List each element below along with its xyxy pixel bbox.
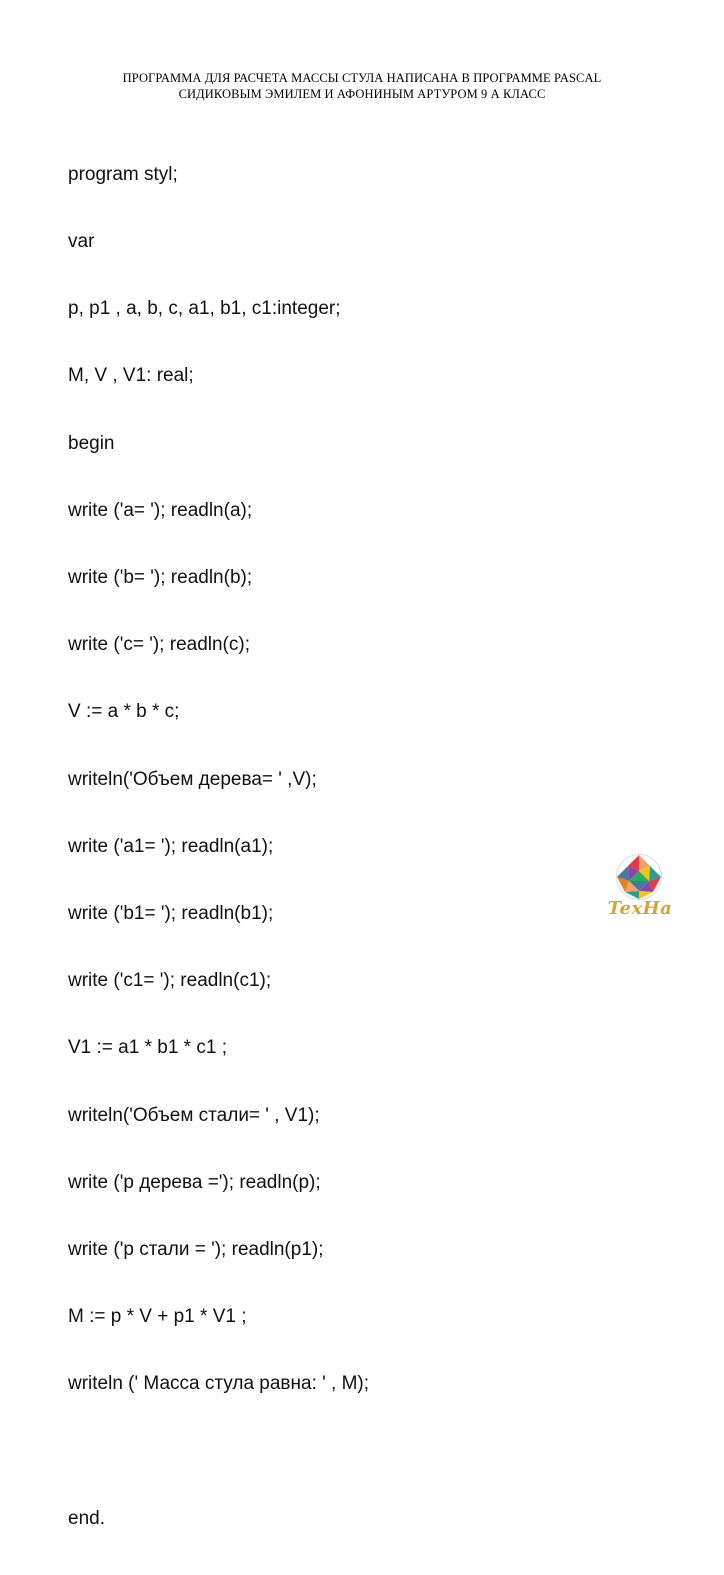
header-line-2: СИДИКОВЫМ ЭМИЛЕМ И АФОНИНЫМ АРТУРОМ 9 А КЛАСС xyxy=(178,87,546,101)
code-line: begin xyxy=(68,432,115,454)
code-line: write ('c= '); readln(c); xyxy=(68,634,250,656)
document-header xyxy=(0,70,724,102)
code-line: writeln('Объем стали= ' , V1); xyxy=(68,1104,320,1126)
code-line: writeln('Объем дерева= ' ,V); xyxy=(68,768,317,790)
header-line-1: ПРОГРАММА ДЛЯ РАСЧЕТА МАССЫ СТУЛА НАПИСАНА В ПРОГРАММЕ PASCAL xyxy=(122,71,602,85)
code-line: write ('c1= '); readln(c1); xyxy=(68,970,272,992)
code-line: write ('a= '); readln(a); xyxy=(68,499,253,521)
code-line: M := p * V + p1 * V1 ; xyxy=(68,1306,247,1328)
code-line: write ('p дерева ='); readln(p); xyxy=(68,1171,321,1193)
code-line: var xyxy=(68,231,95,253)
code-line: program styl; xyxy=(68,163,178,185)
code-line: write ('a1= '); readln(a1); xyxy=(68,835,274,857)
code-line: M, V , V1: real; xyxy=(68,365,194,387)
logo-text: TexHa xyxy=(607,898,673,919)
code-line: p, p1 , a, b, c, a1, b1, c1:integer; xyxy=(68,298,341,320)
code-line: write ('b1= '); readln(b1); xyxy=(68,903,274,925)
code-line: V := a * b * c; xyxy=(68,701,180,723)
code-line: end. xyxy=(68,1507,105,1529)
code-line: write ('b= '); readln(b); xyxy=(68,567,253,589)
code-line: write ('p стали = '); readln(p1); xyxy=(68,1239,324,1261)
code-line-blank xyxy=(68,1441,369,1463)
pascal-code-block xyxy=(68,119,369,1575)
geodesic-sphere-icon xyxy=(604,852,674,902)
code-line: writeln (' Масса стула равна: ' , M); xyxy=(68,1373,370,1395)
code-line: V1 := a1 * b1 * c1 ; xyxy=(68,1037,227,1059)
